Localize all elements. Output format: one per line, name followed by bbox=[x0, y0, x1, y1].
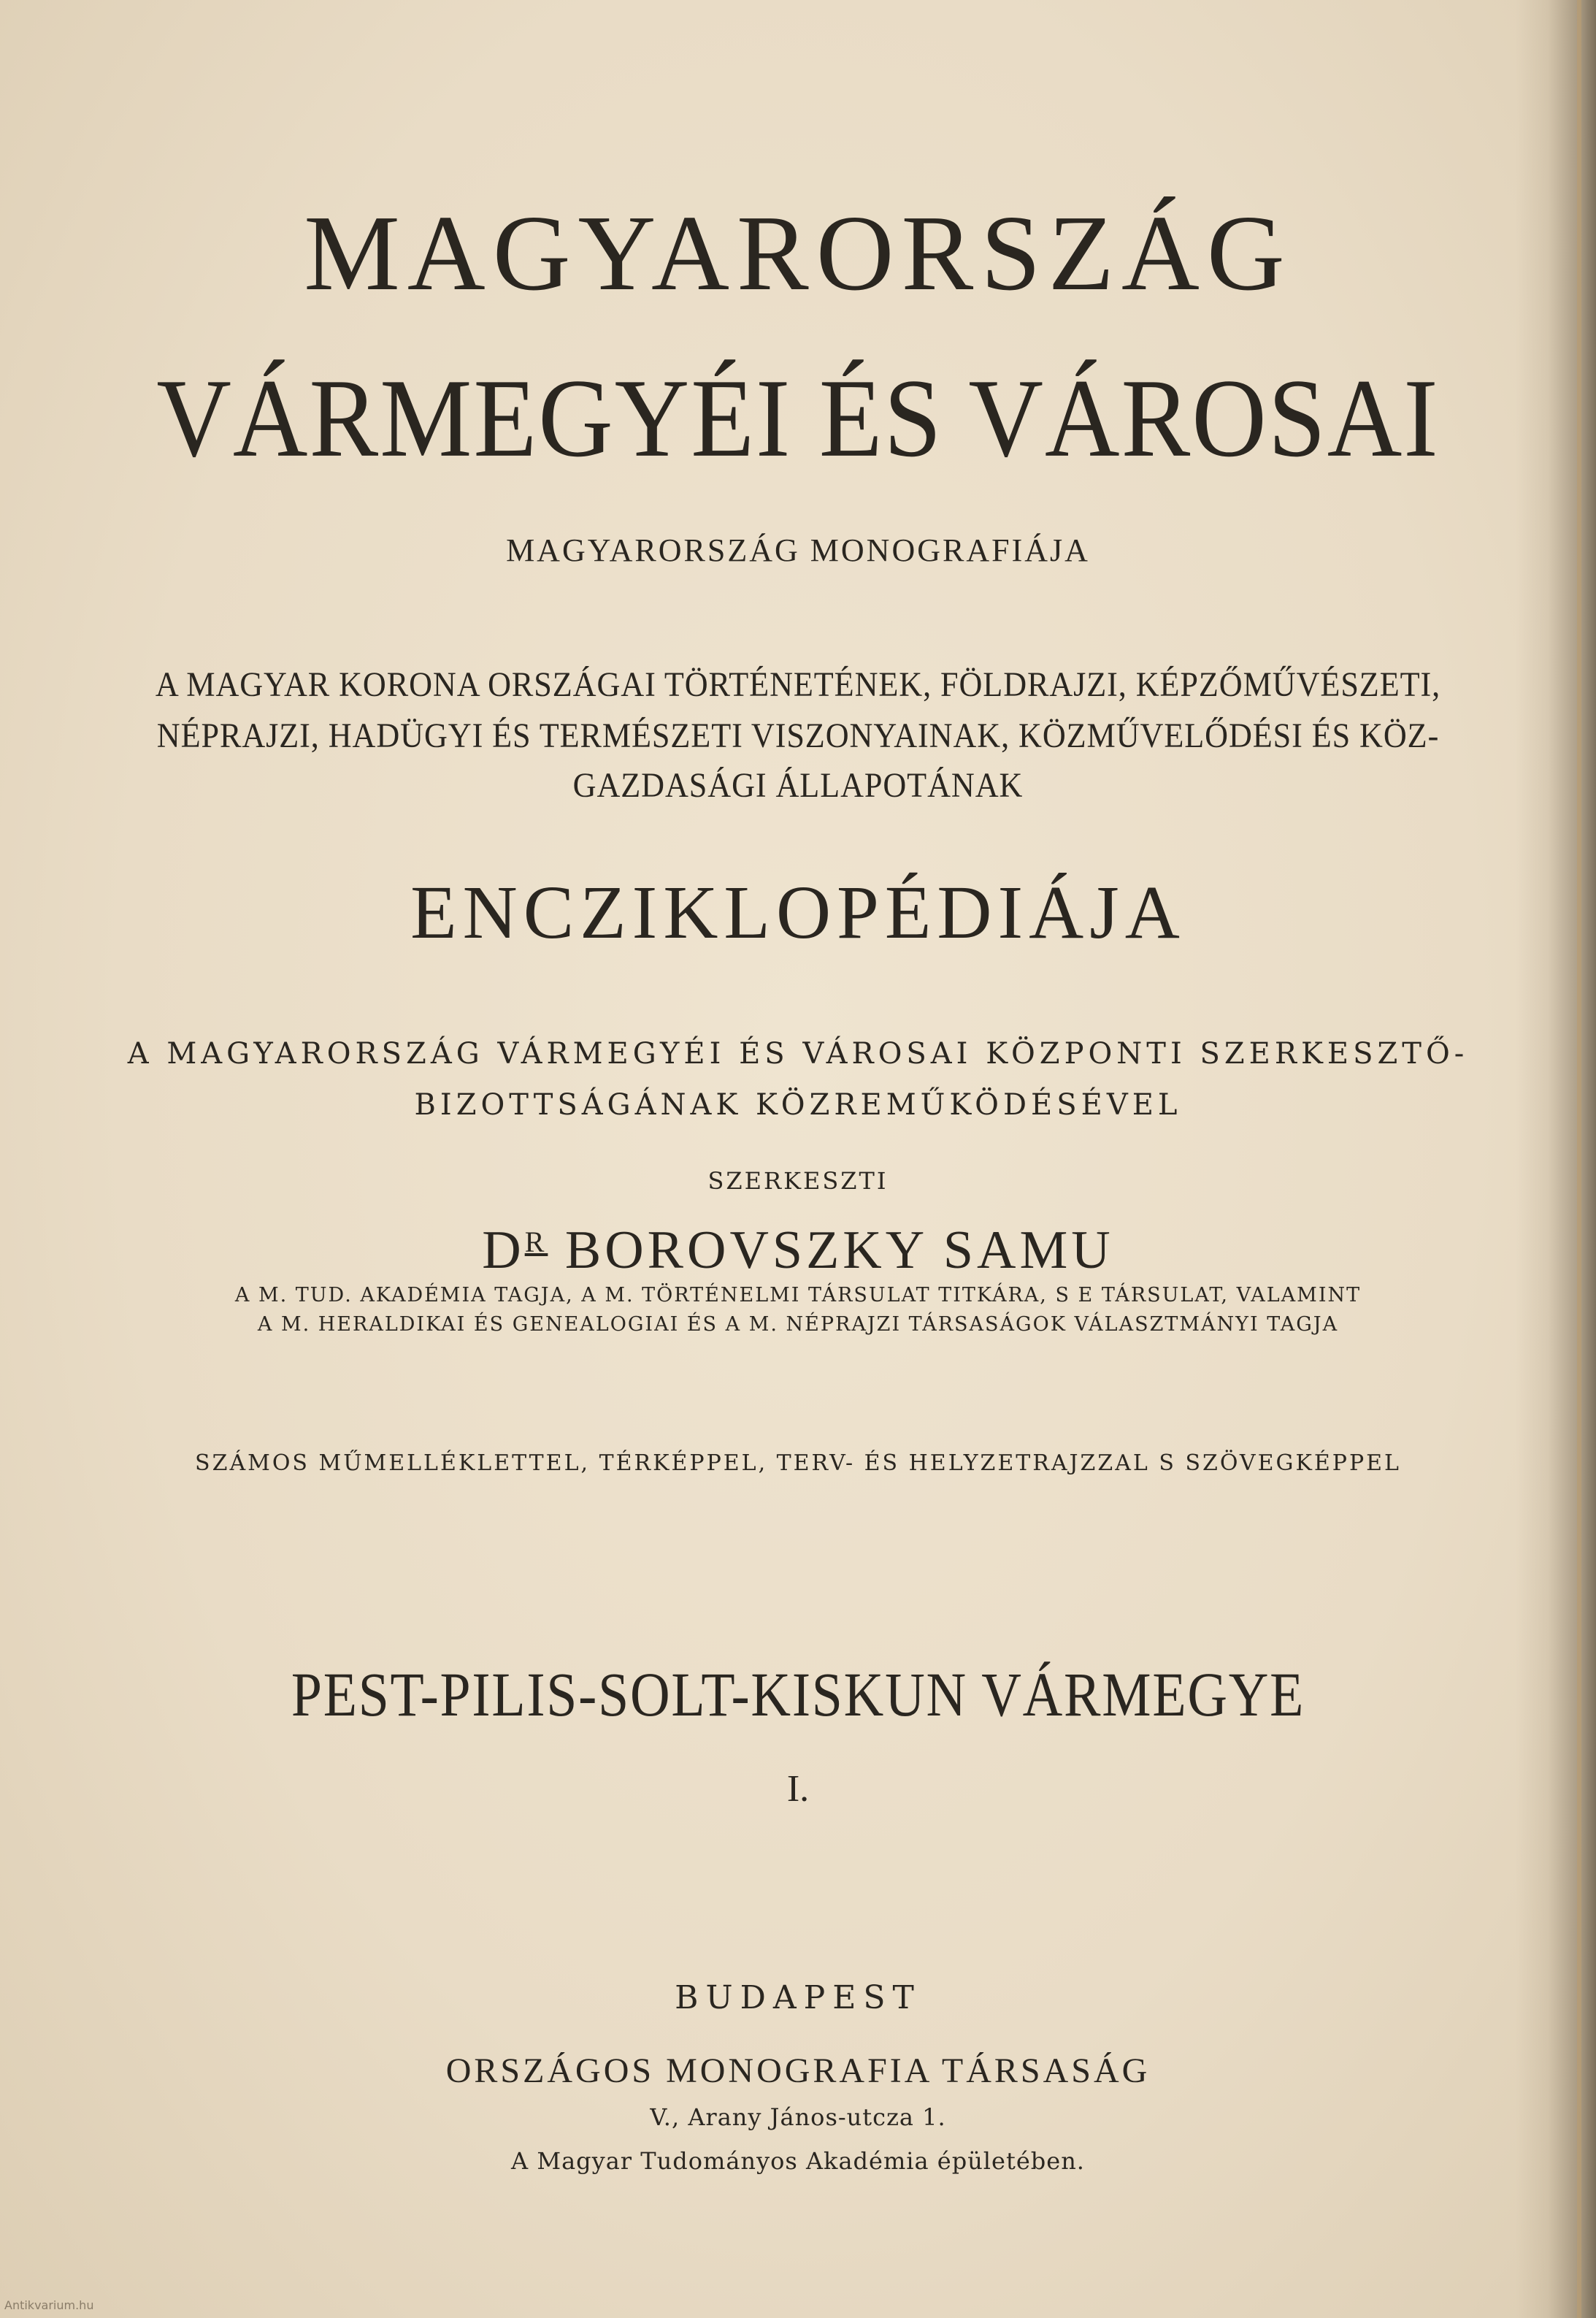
main-title-line-2: VÁRMEGYÉI ÉS VÁROSAI bbox=[156, 355, 1440, 481]
description-line-1: A MAGYAR KORONA ORSZÁGAI TÖRTÉNETÉNEK, FÖLDRAJZI, KÉPZŐMŰVÉSZETI, bbox=[155, 665, 1441, 704]
imprint-publisher: ORSZÁGOS MONOGRAFIA TÁRSASÁG bbox=[445, 2051, 1151, 2090]
imprint-address: V., Arany János-utcza 1. bbox=[650, 2103, 946, 2131]
spine-shadow bbox=[1516, 0, 1596, 2318]
committee-line-1: A MAGYARORSZÁG VÁRMEGYÉI ÉS VÁROSAI KÖZPONTI SZERKESZTŐ- bbox=[127, 1037, 1469, 1071]
imprint-city: BUDAPEST bbox=[675, 1979, 921, 2016]
editor-name bbox=[0, 1220, 1596, 1282]
committee-line-2: BIZOTTSÁGÁNAK KÖZREMŰKÖDÉSÉVEL bbox=[414, 1088, 1182, 1122]
imprint-building: A Magyar Tudományos Akadémia épületében. bbox=[511, 2147, 1085, 2175]
subtitle: MAGYARORSZÁG MONOGRAFIÁJA bbox=[506, 532, 1090, 568]
affiliation-line-2: A M. HERALDIKAI ÉS GENEALOGIAI ÉS A M. NÉPRAJZI TÁRSASÁGOK VÁLASZTMÁNYI TAGJA bbox=[257, 1313, 1339, 1336]
main-title-line-1: MAGYARORSZÁG bbox=[304, 194, 1292, 313]
illustrations-note: SZÁMOS MŰMELLÉKLETTEL, TÉRKÉPPEL, TERV- ÉS HELYZETRAJZZAL S SZÖVEGKÉPPEL bbox=[195, 1450, 1401, 1476]
description-line-3: GAZDASÁGI ÁLLAPOTÁNAK bbox=[572, 766, 1024, 805]
volume-number: I. bbox=[786, 1768, 810, 1810]
editor-title-superscript: R bbox=[524, 1225, 548, 1258]
editor-surname: BOROVSZKY SAMU bbox=[548, 1220, 1114, 1280]
encyclopedia-heading: ENCZIKLOPÉDIÁJA bbox=[410, 871, 1186, 955]
edited-by-label: SZERKESZTI bbox=[707, 1167, 889, 1195]
editor-title: D bbox=[482, 1220, 525, 1280]
description-line-2: NÉPRAJZI, HADÜGYI ÉS TERMÉSZETI VISZONYAINAK, KÖZMŰVELŐDÉSI ÉS KÖZ- bbox=[156, 716, 1440, 755]
affiliation-line-1: A M. TUD. AKADÉMIA TAGJA, A M. TÖRTÉNELMI TÁRSULAT TITKÁRA, S E TÁRSULAT, VALAMINT bbox=[234, 1284, 1362, 1307]
county-title: PEST-PILIS-SOLT-KISKUN VÁRMEGYE bbox=[291, 1659, 1305, 1729]
watermark: Antikvarium.hu bbox=[4, 2298, 94, 2312]
page-edge bbox=[1577, 0, 1581, 2318]
